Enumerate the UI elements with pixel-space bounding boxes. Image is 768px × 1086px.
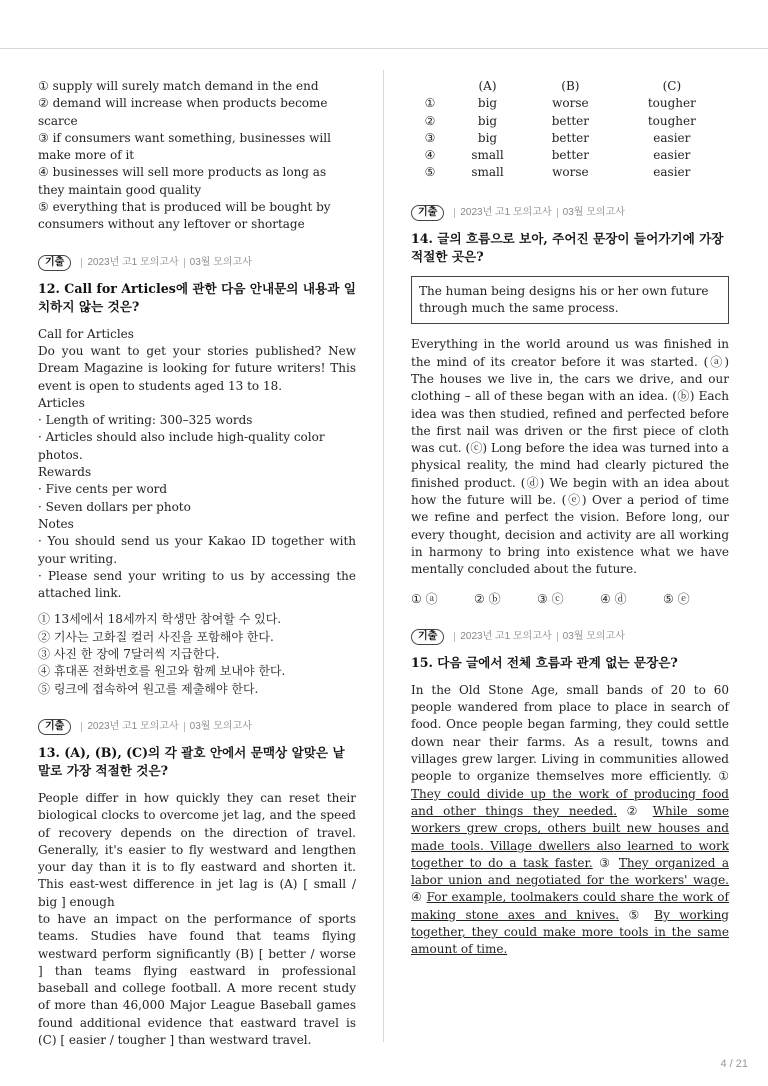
page-number: 4 / 21 xyxy=(720,1058,748,1070)
q14-tag xyxy=(411,204,729,222)
q12-title: 12. Call for Articles에 관한 다음 안내문의 내용과 일치하지 않는 것은? xyxy=(38,280,356,314)
left-column xyxy=(38,78,356,1049)
table-cell: easier xyxy=(653,130,691,145)
q14-passage: Everything in the world around us was finished in the mind of its creator before it was started. (ⓐ) The houses we live in, the cars we drive, and our clothing – all of these began with an idea. (ⓑ) Each idea was then studied, refined and perfected before the first nail was driven or the first piece of cloth was cut. (ⓒ) Long before the idea was turned into a physical reality, the mind had clearly pictured the finished product. (ⓓ) We begin with an idea about how the future will be. (ⓔ) Over a period of time we refine and perfect the vision. Before long, our every thought, decision and activity are all working in harmony to bring into existence what we have mentally concluded about the future. xyxy=(411,337,729,577)
q14-option-1: ① ⓐ xyxy=(411,591,438,606)
table-header-cell: (B) xyxy=(561,79,580,93)
table-cell: worse xyxy=(552,165,589,180)
table-cell: better xyxy=(551,148,589,163)
tag-separator xyxy=(557,632,558,642)
q14-given-sentence: The human being designs his or her own future through much the same process. xyxy=(419,283,709,316)
q12-option-3: ③ 사진 한 장에 7달러씩 지급한다. xyxy=(38,647,220,662)
q12-heading: Call for Articles xyxy=(38,326,134,341)
table-row xyxy=(411,95,729,112)
q15-sentence-3: They organized a labor union and negotiated for the workers' wage. xyxy=(411,855,729,888)
q12-section-line: Rewards xyxy=(38,465,92,480)
tag-separator xyxy=(184,722,185,732)
table-cell: ③ xyxy=(424,130,436,145)
q12-section-line: · Please send your writing to us by accessing the attached link. xyxy=(38,568,356,601)
table-cell: tougher xyxy=(647,113,696,128)
q15-sentence-1: They could divide up the work of producing food and other things they needed. xyxy=(411,786,729,818)
q12-option-2: ② 기사는 고화질 컬러 사진을 포함해야 한다. xyxy=(38,629,274,644)
table-header-cell: (C) xyxy=(662,79,682,93)
q12-passage xyxy=(38,326,356,603)
table-cell: tougher xyxy=(647,96,696,111)
q13-tag-month: 03월 모의고사 xyxy=(189,721,252,733)
q15-tag-month: 03월 모의고사 xyxy=(562,631,625,643)
q12-section-line: · Length of writing: 300–325 words xyxy=(38,413,253,428)
q14-option-2: ② ⓑ xyxy=(474,591,501,606)
q13-table-header xyxy=(411,78,729,95)
table-cell: better xyxy=(551,113,589,128)
q12-tag xyxy=(38,254,356,272)
q13-tag-year: 2023년 고1 모의고사 xyxy=(87,721,179,733)
q13-passage-part-1: People differ in how quickly they can reset their biological clocks to overcome jet lag, and the speed of recovery depends on the direction of travel. Generally, it's easier to fly westward and lengthen your day than it is to fly eastward and shorten it. This east-west difference in jet lag is (A) [ small / big ] enough xyxy=(38,790,356,909)
right-column xyxy=(411,78,729,959)
q13-passage xyxy=(38,790,356,1049)
table-row xyxy=(411,164,729,181)
q15-intro: In the Old Stone Age, small bands of 20 to 60 people wandered from place to place in search of food. Once people began farming, they could settle down near their farms. As a result, towns and villages grew larger. Living in communities allowed people to organize themselves more efficiently. xyxy=(411,682,729,784)
q13-title: 13. (A), (B), (C)의 각 괄호 안에서 문맥상 알맞은 낱말로 가장 적절한 것은? xyxy=(38,744,345,778)
q11-option-5: ⑤ everything that is produced will be bought by consumers without any leftover or shortage xyxy=(38,200,331,232)
q12-section-line: · Articles should also include high-quality color photos. xyxy=(38,430,325,462)
table-header-cell xyxy=(411,78,449,95)
q15-marker-3: ③ xyxy=(592,855,613,870)
table-cell: easier xyxy=(653,148,691,163)
q12-section-line: · Seven dollars per photo xyxy=(38,499,191,514)
table-row xyxy=(411,147,729,164)
q12-tag-month: 03월 모의고사 xyxy=(189,257,252,269)
q11-option-4: ④ businesses will sell more products as long as they maintain good quality xyxy=(38,165,327,197)
q15-marker-2: ② xyxy=(617,803,644,818)
q13-block xyxy=(38,718,356,1049)
q14-option-4: ④ ⓓ xyxy=(600,591,627,606)
q14-tag-year: 2023년 고1 모의고사 xyxy=(460,207,552,219)
q15-title: 15. 다음 글에서 전체 흐름과 관계 없는 문장은? xyxy=(411,654,678,670)
q12-section-line: Articles xyxy=(38,395,85,410)
q14-block xyxy=(411,204,729,608)
q15-sentence-5: By working together, they could make more tools in the same amount of time. xyxy=(411,907,729,957)
q15-sentence-4: For example, toolmakers could share the work of making stone axes and knives. xyxy=(411,890,729,922)
header-rule xyxy=(0,48,768,49)
q11-option-1: ① supply will surely match demand in the end xyxy=(38,79,319,93)
q12-section-line: · You should send us your Kakao ID together with your writing. xyxy=(38,534,356,566)
q15-block xyxy=(411,628,729,959)
q14-given-sentence-box xyxy=(411,276,729,325)
q12-option-5: ⑤ 링크에 접속하여 원고를 제출해야 한다. xyxy=(38,681,259,696)
q12-block xyxy=(38,254,356,698)
q15-tag-year: 2023년 고1 모의고사 xyxy=(460,631,552,643)
tag-separator xyxy=(81,722,82,732)
tag-separator xyxy=(454,632,455,642)
q14-tag-month: 03월 모의고사 xyxy=(562,207,625,219)
table-cell: easier xyxy=(653,165,691,180)
table-cell: big xyxy=(477,113,498,128)
q13-passage-part-2: to have an impact on the performance of sports teams. Studies have found that teams flying westward perform significantly (B) [ better / worse ] than teams flying eastward in professional baseball and college football. A more recent study of more than 46,000 Major League Baseball games found additional evidence that eastward travel is (C) [ easier / tougher ] than westward travel. xyxy=(38,911,356,1048)
tag-separator xyxy=(557,208,558,218)
q15-tag xyxy=(411,628,729,646)
table-cell: better xyxy=(551,130,589,145)
table-header-cell: (A) xyxy=(478,79,497,93)
tag-separator xyxy=(454,208,455,218)
q15-sentence-2: While some workers grew crops, others built new houses and made tools. Village dwellers also learned to work together to do a task faster. xyxy=(411,803,729,870)
column-divider xyxy=(383,70,384,1042)
q12-section-line: · Five cents per word xyxy=(38,482,168,497)
table-row xyxy=(411,130,729,147)
q14-passage-wrap xyxy=(411,336,729,578)
q15-marker-1: ① xyxy=(711,769,729,784)
q11-option-3: ③ if consumers want something, businesses will make more of it xyxy=(38,130,331,163)
q12-section-line: Notes xyxy=(38,516,74,531)
q12-options xyxy=(38,611,356,697)
q11-options xyxy=(38,78,356,234)
q14-option-3: ③ ⓒ xyxy=(537,591,564,606)
q15-tag-badge: 기출 xyxy=(411,629,444,645)
q11-option-2: ② demand will increase when products become scarce xyxy=(38,96,328,128)
q14-options xyxy=(411,591,729,608)
table-cell: ④ xyxy=(424,148,436,163)
table-cell: ⑤ xyxy=(424,165,436,180)
q12-tag-year: 2023년 고1 모의고사 xyxy=(87,257,179,269)
table-cell: small xyxy=(471,165,504,180)
table-row xyxy=(411,113,729,130)
q14-option-5: ⑤ ⓔ xyxy=(663,591,690,606)
table-cell: ① xyxy=(424,96,436,111)
q14-title: 14. 글의 흐름으로 보아, 주어진 문장이 들어가기에 가장 적절한 곳은? xyxy=(411,230,724,264)
q12-intro: Do you want to get your stories published? New Dream Magazine is looking for future writers! This event is open to students aged 13 to 18. xyxy=(38,343,356,393)
q13-tag-badge: 기출 xyxy=(38,719,71,735)
q12-tag-badge: 기출 xyxy=(38,255,71,271)
q15-marker-5: ⑤ xyxy=(619,907,645,922)
table-cell: small xyxy=(471,148,504,163)
q12-option-4: ④ 휴대폰 전화번호를 원고와 함께 보내야 한다. xyxy=(38,664,286,679)
q12-option-1: ① 13세에서 18세까지 학생만 참여할 수 있다. xyxy=(38,612,282,627)
tag-separator xyxy=(184,258,185,268)
table-cell: big xyxy=(477,130,498,145)
table-cell: worse xyxy=(552,96,589,111)
tag-separator xyxy=(81,258,82,268)
table-cell: big xyxy=(477,96,498,111)
table-cell: ② xyxy=(424,113,436,128)
q13-answer-table xyxy=(411,78,729,182)
q15-marker-4: ④ xyxy=(411,890,423,905)
q15-passage xyxy=(411,682,729,959)
q14-tag-badge: 기출 xyxy=(411,205,444,221)
q13-tag xyxy=(38,718,356,736)
